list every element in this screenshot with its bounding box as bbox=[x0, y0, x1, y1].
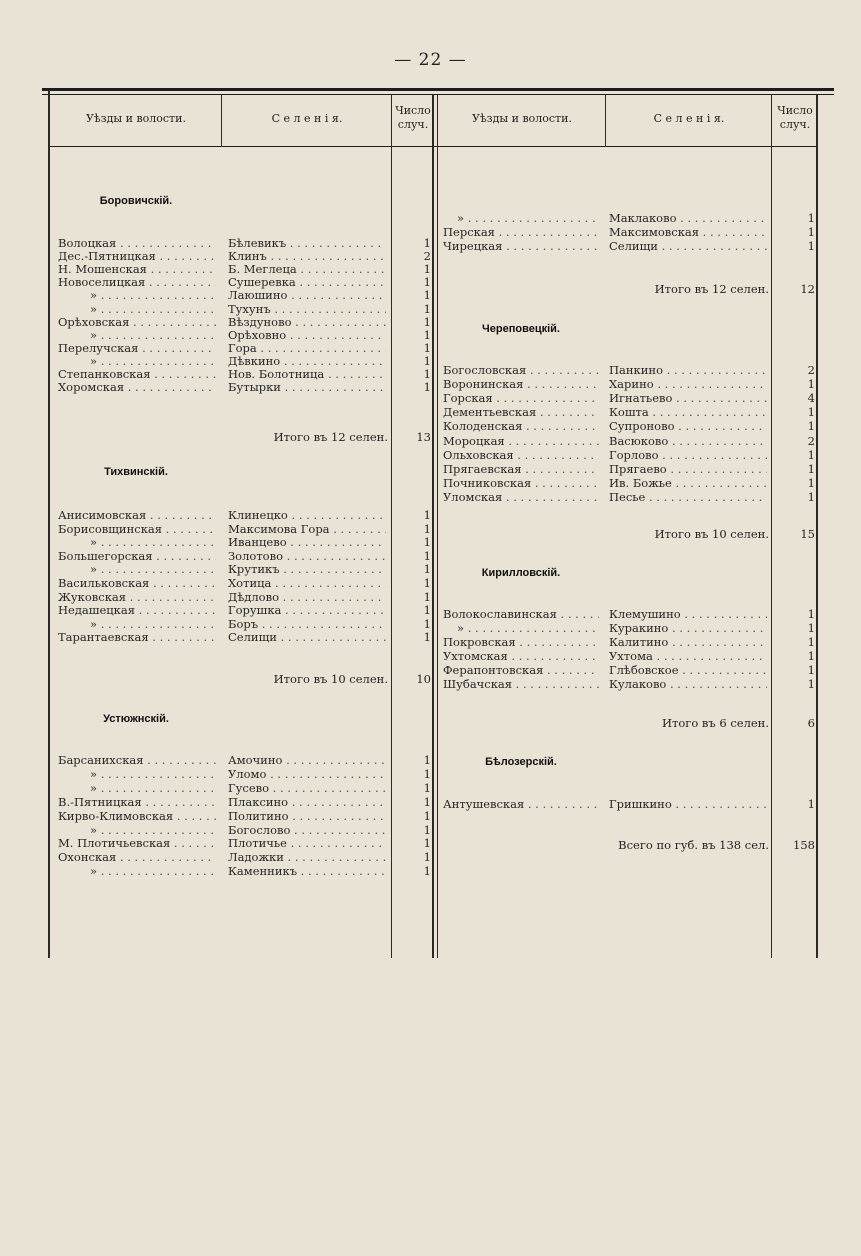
total-count: 158 bbox=[793, 838, 815, 852]
count-cell: 1 bbox=[423, 262, 431, 277]
volost-cell: Мороцкая . . . bbox=[443, 434, 599, 448]
total-label: Итого въ 12 селен. bbox=[273, 430, 388, 444]
volost-cell: Недашецкая . . . bbox=[58, 603, 216, 617]
count-cell: 1 bbox=[423, 808, 431, 823]
volost-cell: М. Плотичьевская . . . bbox=[58, 836, 216, 850]
village-cell: Кошта . . . bbox=[609, 405, 767, 419]
count-cell: 1 bbox=[423, 850, 431, 865]
village-cell: Нов. Болотница . . . bbox=[228, 367, 386, 381]
village-cell: Горушка . . . bbox=[228, 603, 386, 617]
volost-cell: Богословская . . . bbox=[443, 363, 599, 377]
village-cell: Б. Меглеца . . . bbox=[228, 262, 386, 276]
volost-cell: » . . . bbox=[58, 781, 216, 795]
count-cell: 1 bbox=[423, 780, 431, 795]
left-table-border bbox=[48, 90, 50, 958]
volost-cell: Хоромская . . . bbox=[58, 380, 216, 394]
count-cell: 2 bbox=[807, 433, 815, 448]
village-cell: Богослово . . . bbox=[228, 823, 386, 837]
village-cell: Супроново . . . bbox=[609, 419, 767, 433]
count-cell: 1 bbox=[807, 475, 815, 490]
page-number: — 22 — bbox=[394, 50, 467, 70]
count-cell: 1 bbox=[423, 301, 431, 316]
count-cell: 1 bbox=[423, 794, 431, 809]
village-cell: Плаксино . . . bbox=[228, 795, 386, 809]
count-cell: 1 bbox=[423, 380, 431, 395]
total-count: 15 bbox=[800, 527, 815, 541]
count-cell: 1 bbox=[807, 377, 815, 392]
header-count: Число случ. bbox=[777, 104, 813, 131]
count-cell: 1 bbox=[423, 367, 431, 381]
count-cell: 1 bbox=[423, 521, 431, 536]
header-volost: Уѣзды и волости. bbox=[472, 112, 572, 125]
volost-cell: Орѣховская . . . bbox=[58, 315, 216, 329]
volost-cell: Барсанихская . . . bbox=[58, 753, 216, 767]
village-cell: Харино . . . bbox=[609, 377, 767, 391]
volost-cell: » . . . bbox=[58, 354, 216, 368]
volost-cell: Н. Мошенская . . . bbox=[58, 262, 216, 276]
count-cell: 1 bbox=[423, 288, 431, 303]
district-heading: Череповецкій. bbox=[482, 323, 560, 335]
count-cell: 1 bbox=[423, 327, 431, 342]
volost-cell: » . . . bbox=[58, 288, 216, 302]
volost-cell: » . . . bbox=[58, 535, 216, 549]
count-cell: 2 bbox=[807, 363, 815, 377]
district-heading: Бѣлозерскій. bbox=[485, 756, 557, 768]
volost-cell: Ухтомская . . . bbox=[443, 649, 599, 663]
count-cell: 1 bbox=[423, 766, 431, 781]
count-cell: 1 bbox=[807, 489, 815, 504]
top-rule-thin bbox=[42, 94, 834, 95]
count-cell: 1 bbox=[807, 239, 815, 253]
count-cell: 1 bbox=[423, 589, 431, 604]
village-cell: Игнатьево . . . bbox=[609, 391, 767, 405]
header-volost: Уѣзды и волости. bbox=[86, 112, 186, 125]
district-heading: Боровичскій. bbox=[99, 195, 173, 207]
count-cell: 4 bbox=[807, 391, 815, 406]
volost-cell: Анисимовская . . . bbox=[58, 508, 216, 522]
count-cell: 1 bbox=[807, 211, 815, 225]
count-cell: 1 bbox=[423, 864, 431, 879]
count-cell: 1 bbox=[807, 419, 815, 434]
volost-cell: Горская . . . bbox=[443, 391, 599, 405]
village-cell: Боръ . . . bbox=[228, 617, 386, 631]
village-cell: Политино . . . bbox=[228, 809, 386, 823]
count-cell: 1 bbox=[807, 635, 815, 649]
col-divider bbox=[391, 95, 392, 958]
count-cell: 1 bbox=[807, 225, 815, 239]
volost-cell: Перелучская . . . bbox=[58, 341, 216, 355]
village-cell: Бѣлевикъ . . . bbox=[228, 236, 386, 250]
count-cell: 1 bbox=[423, 822, 431, 837]
village-cell: Максимовская . . . bbox=[609, 225, 767, 239]
village-cell: Бутырки . . . bbox=[228, 380, 386, 394]
total-label: Итого въ 10 селен. bbox=[654, 527, 769, 541]
village-cell: Ухтома . . . bbox=[609, 649, 767, 663]
count-cell: 1 bbox=[423, 353, 431, 368]
count-cell: 1 bbox=[423, 314, 431, 329]
volost-cell: Прягаевская . . . bbox=[443, 462, 599, 476]
village-cell: Селищи . . . bbox=[228, 630, 386, 644]
count-cell: 1 bbox=[423, 548, 431, 563]
total-count: 12 bbox=[800, 282, 815, 296]
count-cell: 1 bbox=[423, 630, 431, 645]
col-divider bbox=[771, 95, 772, 958]
count-cell: 1 bbox=[807, 797, 815, 811]
village-cell: Селищи . . . bbox=[609, 239, 767, 253]
village-cell: Маклаково . . . bbox=[609, 211, 767, 225]
total-label: Итого въ 12 селен. bbox=[654, 282, 769, 296]
top-rule bbox=[42, 88, 834, 91]
district-heading: Устюжнскій. bbox=[103, 713, 169, 725]
volost-cell: » . . . bbox=[58, 328, 216, 342]
village-cell: Дѣвкино . . . bbox=[228, 354, 386, 368]
volost-cell: Шубачская . . . bbox=[443, 677, 599, 691]
count-cell: 1 bbox=[423, 275, 431, 290]
volost-cell: Кирво-Климовская . . . bbox=[58, 809, 216, 823]
volost-cell: » . . . bbox=[58, 864, 216, 878]
volost-cell: Большегорская . . . bbox=[58, 549, 216, 563]
village-cell: Васюково . . . bbox=[609, 434, 767, 448]
village-cell: Амочино . . . bbox=[228, 753, 386, 767]
volost-cell: » . . . bbox=[443, 621, 599, 635]
volost-cell: Волоцкая . . . bbox=[58, 236, 216, 250]
volost-cell: Дементьевская . . . bbox=[443, 405, 599, 419]
volost-cell: Борисовщинская . . . bbox=[58, 522, 216, 536]
volost-cell: В.-Пятницкая . . . bbox=[58, 795, 216, 809]
count-cell: 1 bbox=[423, 836, 431, 851]
village-cell: Каменникъ . . . bbox=[228, 864, 386, 878]
count-cell: 1 bbox=[423, 562, 431, 577]
district-heading: Тихвинскій. bbox=[104, 466, 168, 478]
header-count: Число случ. bbox=[395, 104, 431, 131]
count-cell: 1 bbox=[807, 447, 815, 462]
village-cell: Сушеревка . . . bbox=[228, 275, 386, 289]
count-cell: 1 bbox=[423, 508, 431, 522]
count-cell: 1 bbox=[807, 461, 815, 476]
village-cell: Вѣздуново . . . bbox=[228, 315, 386, 329]
village-cell: Прягаево . . . bbox=[609, 462, 767, 476]
village-cell: Иванцево . . . bbox=[228, 535, 386, 549]
col-divider bbox=[221, 95, 222, 147]
count-cell: 1 bbox=[807, 649, 815, 663]
volost-cell: Васильковская . . . bbox=[58, 576, 216, 590]
header-villages: С е л е н і я. bbox=[653, 112, 725, 125]
village-cell: Орѣховно . . . bbox=[228, 328, 386, 342]
volost-cell: Покровская . . . bbox=[443, 635, 599, 649]
total-count: 6 bbox=[807, 716, 815, 730]
village-cell: Плотичье . . . bbox=[228, 836, 386, 850]
count-cell: 1 bbox=[423, 236, 431, 250]
village-cell: Дѣдлово . . . bbox=[228, 590, 386, 604]
village-cell: Лаюшино . . . bbox=[228, 288, 386, 302]
count-cell: 1 bbox=[807, 677, 815, 691]
village-cell: Клемушино . . . bbox=[609, 607, 767, 621]
col-divider bbox=[437, 95, 438, 958]
village-cell: Уломо . . . bbox=[228, 767, 386, 781]
volost-cell: Ольховская . . . bbox=[443, 448, 599, 462]
volost-cell: » . . . bbox=[58, 617, 216, 631]
village-cell: Гришкино . . . bbox=[609, 797, 767, 811]
volost-cell: Почниковская . . . bbox=[443, 476, 599, 490]
volost-cell: Антушевская . . . bbox=[443, 797, 599, 811]
volost-cell: Уломская . . . bbox=[443, 490, 599, 504]
village-cell: Ив. Божье . . . bbox=[609, 476, 767, 490]
count-cell: 1 bbox=[423, 603, 431, 618]
volost-cell: Воронинская . . . bbox=[443, 377, 599, 391]
volost-cell: » . . . bbox=[443, 211, 599, 225]
volost-cell: Колоденская . . . bbox=[443, 419, 599, 433]
village-cell: Клинъ . . . bbox=[228, 249, 386, 263]
village-cell: Ладожки . . . bbox=[228, 850, 386, 864]
village-cell: Куракино . . . bbox=[609, 621, 767, 635]
district-heading: Кирилловскій. bbox=[481, 567, 561, 579]
count-cell: 1 bbox=[423, 535, 431, 550]
volost-cell: Чирецкая . . . bbox=[443, 239, 599, 253]
total-label: Итого въ 6 селен. bbox=[661, 716, 769, 730]
col-divider bbox=[605, 95, 606, 147]
village-cell: Тухунъ . . . bbox=[228, 302, 386, 316]
village-cell: Максимова Гора . . . bbox=[228, 522, 386, 536]
village-cell: Гора . . . bbox=[228, 341, 386, 355]
volost-cell: Охонская . . . bbox=[58, 850, 216, 864]
volost-cell: » . . . bbox=[58, 302, 216, 316]
volost-cell: Новоселицкая . . . bbox=[58, 275, 216, 289]
volost-cell: Ферапонтовская . . . bbox=[443, 663, 599, 677]
count-cell: 1 bbox=[807, 607, 815, 621]
volost-cell: Тарантаевская . . . bbox=[58, 630, 216, 644]
village-cell: Гусево . . . bbox=[228, 781, 386, 795]
count-cell: 1 bbox=[423, 753, 431, 767]
village-cell: Золотово . . . bbox=[228, 549, 386, 563]
count-cell: 1 bbox=[423, 576, 431, 590]
village-cell: Хотица . . . bbox=[228, 576, 386, 590]
village-cell: Панкино . . . bbox=[609, 363, 767, 377]
col-divider bbox=[432, 95, 434, 958]
total-label: Итого въ 10 селен. bbox=[273, 672, 388, 686]
count-cell: 1 bbox=[807, 621, 815, 635]
volost-cell: » . . . bbox=[58, 562, 216, 576]
village-cell: Глѣбовское . . . bbox=[609, 663, 767, 677]
volost-cell: Перская . . . bbox=[443, 225, 599, 239]
count-cell: 1 bbox=[423, 340, 431, 355]
volost-cell: » . . . bbox=[58, 823, 216, 837]
village-cell: Песье . . . bbox=[609, 490, 767, 504]
count-cell: 2 bbox=[423, 249, 431, 264]
volost-cell: Жуковская . . . bbox=[58, 590, 216, 604]
volost-cell: Волокославинская . . . bbox=[443, 607, 599, 621]
total-label: Всего по губ. въ 138 сел. bbox=[618, 838, 769, 852]
volost-cell: Дес.-Пятницкая . . . bbox=[58, 249, 216, 263]
village-cell: Калитино . . . bbox=[609, 635, 767, 649]
volost-cell: » . . . bbox=[58, 767, 216, 781]
count-cell: 1 bbox=[807, 405, 815, 420]
total-count: 13 bbox=[416, 430, 431, 444]
village-cell: Кулаково . . . bbox=[609, 677, 767, 691]
village-cell: Клинецко . . . bbox=[228, 508, 386, 522]
total-count: 10 bbox=[416, 672, 431, 686]
volost-cell: Степанковская . . . bbox=[58, 367, 216, 381]
header-villages: С е л е н і я. bbox=[271, 112, 343, 125]
village-cell: Крутикъ . . . bbox=[228, 562, 386, 576]
right-table-border bbox=[816, 95, 818, 958]
village-cell: Горлово . . . bbox=[609, 448, 767, 462]
count-cell: 1 bbox=[423, 616, 431, 631]
count-cell: 1 bbox=[807, 663, 815, 677]
